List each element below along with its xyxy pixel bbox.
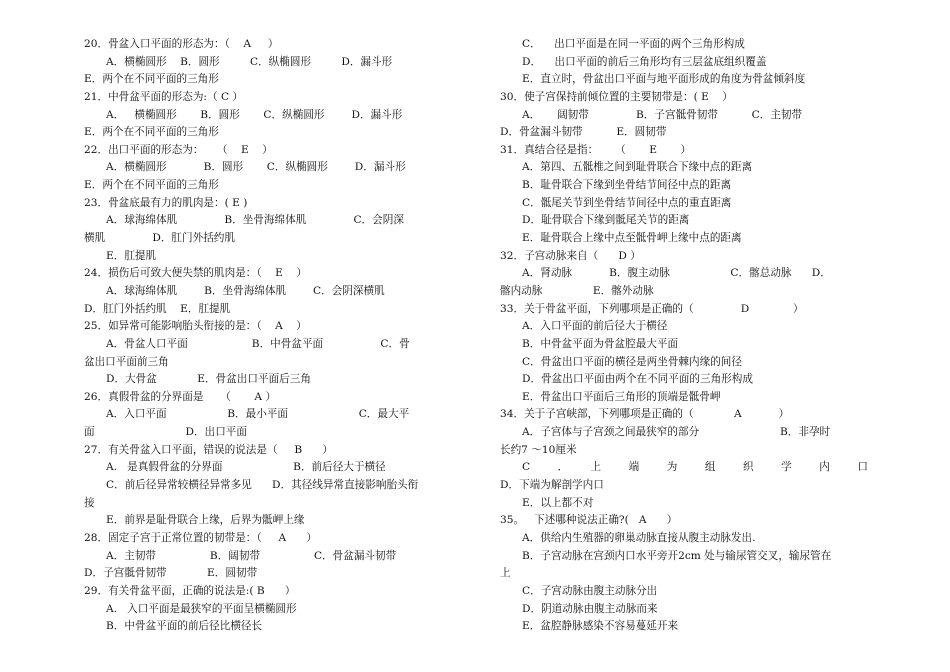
text-line: E．盆腔静脉感染不容易蔓延开来 <box>522 620 679 633</box>
text-line: A．主韧带 B．阔韧带 C．骨盆漏斗韧带 <box>106 549 397 562</box>
text-line: E．前界是耻骨联合上缘，后界为骶岬上缘 <box>106 514 305 527</box>
left-column <box>84 36 464 636</box>
text-line: A．球海绵体肌 B．坐骨海绵体肌 C．会阴深 <box>106 214 404 227</box>
text-line: 24．损伤后可致大便失禁的肌肉是：（ E ） <box>84 267 307 280</box>
text-line: C．子宫动脉由腹主动脉分出 <box>522 584 658 597</box>
text-line: B．子宫动脉在宫颈内口水平旁开2cm 处与输尿管交叉，输尿管在 <box>522 549 832 562</box>
text-line: A．第四、五骶椎之间到耻骨联合下缘中点的距离 <box>522 161 753 174</box>
text-line: D．骨盆出口平面由两个在不同平面的三角形构成 <box>522 373 753 386</box>
text-line: 28．固定子宫于正常位置的韧带是：（ A ） <box>84 531 317 544</box>
text-line: D．子宫骶骨韧带 E．圆韧带 <box>84 567 258 580</box>
text-line: B．耻骨联合下缘到坐骨结节间径中点的距离 <box>522 179 732 192</box>
text-line: A. 入口平面是最狭窄的平面呈横椭圆形 <box>106 602 297 615</box>
text-line: 31．真结合径是指： （ E ） <box>500 143 692 156</box>
text-line: 25．如异常可能影响胎头衔接的是：（ A ） <box>84 320 307 333</box>
text-line: A．供给内生殖器的卵巢动脉直接从腹主动脉发出. <box>522 531 756 544</box>
text-line: D．耻骨联合下缘到骶尾关节的距离 <box>522 214 690 227</box>
text-line: 21．中骨盆平面的形态为:（ C ） <box>84 90 244 103</box>
text-line: A．肾动脉 B．腹主动脉 C．髂总动脉 D． <box>522 267 831 280</box>
right-column <box>500 36 868 636</box>
text-line: A．横椭圆形 B．圆形 C．纵椭圆形 D．漏斗形 <box>106 161 406 174</box>
text-line: 长约7 ～10厘米 <box>500 443 577 456</box>
text-line: 上 <box>500 567 511 580</box>
text-line: 34．关于子宫峡部，下列哪项是正确的（ A ） <box>500 408 790 421</box>
text-line: A．子宫体与子宫颈之间最狭窄的部分 B．非孕时 <box>522 426 831 439</box>
text-line: 23．骨盆底最有力的肌肉是：( E ) <box>84 196 248 209</box>
text-line: E．直立时，骨盆出口平面与地平面形成的角度为骨盆倾斜度 <box>522 73 806 86</box>
text-line: C ． 上 端 为 组 织 学 内 口 <box>522 461 868 474</box>
text-line: A．入口平面的前后径大于横径 <box>522 320 668 333</box>
text-line: E．骨盆出口平面后三角形的顶端是骶骨岬 <box>522 390 721 403</box>
text-line: D． 出口平面的前后三角形均有三层盆底组织覆盖 <box>522 55 767 68</box>
text-line: 髂内动脉 E．髂外动脉 <box>500 284 654 297</box>
text-line: B．中骨盆平面的前后径比横径长 <box>106 620 263 633</box>
text-line: 20．骨盆入口平面的形态为：（ A ） <box>84 38 279 50</box>
text-line: 33．关于骨盆平面，下列哪项是正确的（ D ） <box>500 302 804 315</box>
text-line: C． 出口平面是在同一平面的两个三角形构成 <box>522 38 745 50</box>
text-line: A. 是真假骨盆的分界面 B．前后径大于横径 <box>106 461 386 474</box>
text-line: 29．有关骨盆平面，正确的说法是:( B ） <box>84 584 296 597</box>
text-line: 30．使子宫保持前倾位置的主要韧带是：( E ） <box>500 90 733 103</box>
text-line: E．以上都不对 <box>522 496 594 509</box>
text-line: 32．子宫动脉来自（ D ） <box>500 249 641 262</box>
text-line: A．横椭圆形 B．圆形 C．纵椭圆形 D．漏斗形 <box>106 55 393 68</box>
text-line: C．前后径异常较横径异常多见 D．其径线异常直接影响胎头衔 <box>106 479 419 492</box>
text-line: C．骨盆出口平面的横径是两坐骨棘内缘的间径 <box>522 355 742 368</box>
text-line: C．骶尾关节到坐骨结节间径中点的重直距离 <box>522 196 732 209</box>
text-line: A．球海绵体肌 B．坐骨海绵体肌 C．会阴深横肌 <box>106 284 385 297</box>
text-line: E．肛提肌 <box>106 249 157 262</box>
text-line: A．骨盆人口平面 B．中骨盆平面 C．骨 <box>106 337 410 350</box>
text-line: 接 <box>84 496 95 509</box>
text-line: 面 D．出口平面 <box>84 426 247 439</box>
text-line: E．两个在不同平面的三角形 <box>84 179 219 192</box>
text-line: D．肛门外括约肌 E．肛提肌 <box>84 302 231 315</box>
text-line: E．耻骨联合上缘中点至骶骨岬上缘中点的距离 <box>522 232 742 245</box>
text-line: A． 阔韧带 B．子宫骶骨韧带 C．主韧带 <box>522 108 803 121</box>
text-line: D．下端为解剖学内口 <box>500 479 604 492</box>
text-line: A．入口平面 B．最小平面 C．最大平 <box>106 408 410 421</box>
text-line: D．阴道动脉由腹主动脉而来 <box>522 602 658 615</box>
text-line: D．骨盆漏斗韧带 E．圆韧带 <box>500 126 667 139</box>
text-line: 27．有关骨盆入口平面，错误的说法是（ B ） <box>84 443 333 456</box>
text-line: 横肌 D．肛门外括约肌 <box>84 232 235 245</box>
text-line: D．大骨盆 E．骨盆出口平面后三角 <box>106 373 311 386</box>
text-line: E．两个在不同平面的三角形 <box>84 126 219 139</box>
text-line: 35。 下述哪种说法正确?( A ） <box>500 514 678 527</box>
text-line: A． 横椭圆形 B．圆形 C．纵椭圆形 D．漏斗形 <box>106 108 403 121</box>
text-line: 22．出口平面的形态为： （ E ） <box>84 143 273 156</box>
text-line: 盆出口平面前三角 <box>84 355 169 368</box>
text-line: 26．真假骨盆的分界面是 （ A ） <box>84 390 277 403</box>
text-line: B．中骨盆平面为骨盆腔最大平面 <box>522 337 679 350</box>
text-line: E．两个在不同平面的三角形 <box>84 73 219 86</box>
